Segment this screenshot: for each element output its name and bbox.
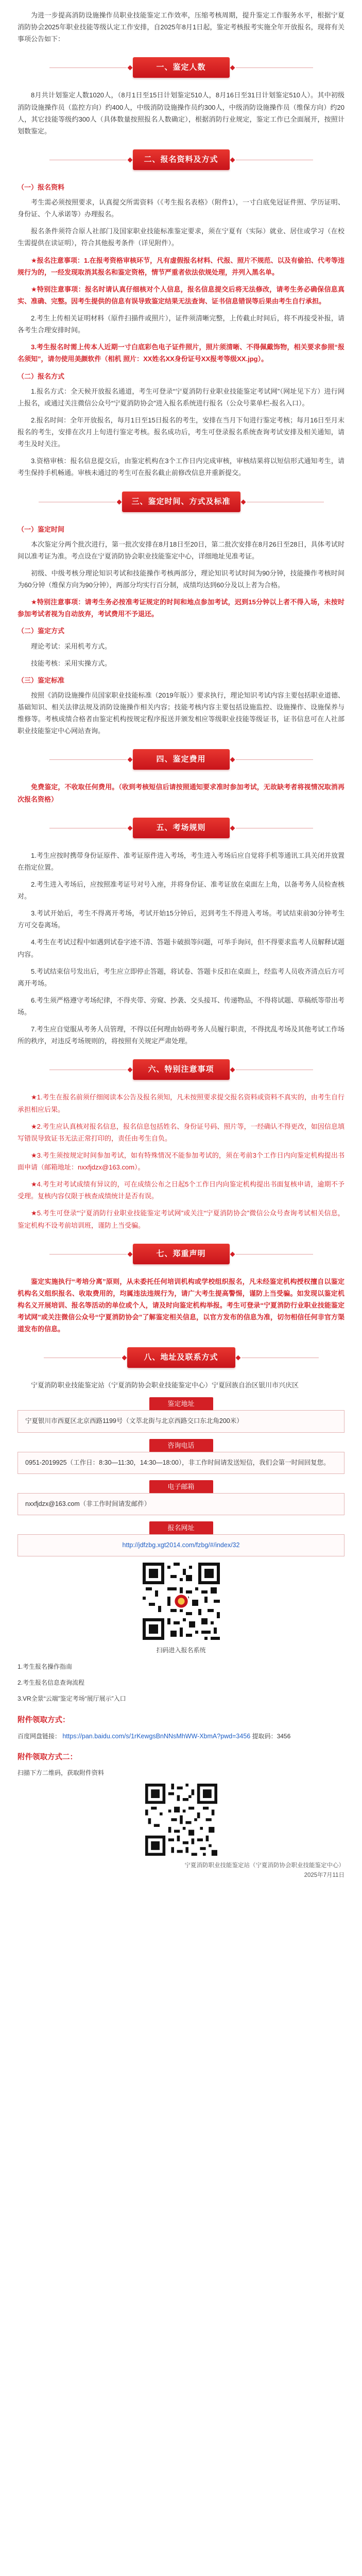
diamond-icon xyxy=(127,825,132,831)
section-banner-7 xyxy=(133,1244,230,1264)
footer-date: 2025年7月11日 xyxy=(304,1872,344,1878)
contact-label: 鉴定地址 xyxy=(149,1397,213,1411)
diamond-icon xyxy=(230,825,235,831)
section-title: 六、特别注意事项 xyxy=(148,1065,214,1074)
attachment-title-2: 附件领取方式二： xyxy=(18,1753,77,1761)
warning-paragraph: ★特别注意事项：请考生务必按准考证规定的时间和地点参加考试，迟到15分钟以上者不得入场，未按时参加考试者视为自动放弃，考试费用不予退还。 xyxy=(18,598,344,618)
notice-item: ★5.考生可登录“宁夏消防行业职业技能鉴定考试网”或关注“宁夏消防协会”微信公众号查询考试相关信息，鉴定机构不设考前培训班，谨防上当受骗。 xyxy=(18,1209,344,1229)
section-banner-8 xyxy=(127,1347,235,1368)
rule-item: 6.考生须严格遵守考场纪律，不得夹带、旁窥、抄袭、交头接耳、传递物品，不得将试题、草稿纸等带出考场。 xyxy=(18,996,344,1016)
contact-label: 咨询电话 xyxy=(149,1439,213,1452)
paragraph: 2.考生上传相关证明材料（原件扫描件或照片），证件须清晰完整，上传截止时间后，将不再接受补报，请各考生合理安排时间。 xyxy=(18,314,344,334)
attachment-link[interactable]: https://pan.baidu.com/s/1rKewgsBnNNsMhWW-XbmA?pwd=3456 xyxy=(62,1732,251,1740)
warning-paragraph: ★特别注意事项：报名时请认真仔细核对个人信息，报名信息提交后将无法修改，请考生务必确保信息真实、准确、完整。因考生提供的信息有误导致鉴定结果无法查询、证书信息错误等后果由考生自行承担。 xyxy=(18,285,344,305)
list-item[interactable]: 2.考生报名信息查询流程 xyxy=(18,1679,85,1687)
paragraph: 考生需必须按照要求，认真提交所需资料（《考生报名表格》（附件1），一寸白底免冠证件照、学历证明、身份证、个人承诺等）办理报名。 xyxy=(18,198,344,218)
fee-paragraph: 免费鉴定，不收取任何费用。（收到考核短信后请按照通知要求准时参加考试，无故缺考者将视情况取消再次报名资格） xyxy=(18,783,344,803)
paragraph: 初级、中级考核分理论知识考试和技能操作考核两部分，理论知识考试时间为90分钟，技能操作考核时间为60分钟（维保方向为90分钟），两部分均实行百分制，成绩均达到60分及以上者为合格。 xyxy=(18,569,344,589)
diamond-icon xyxy=(122,1355,127,1361)
diamond-icon xyxy=(127,1067,132,1073)
diamond-icon xyxy=(127,65,132,71)
section-title: 五、考场规则 xyxy=(156,823,206,832)
section-banner-3 xyxy=(122,492,240,512)
contact-box-email xyxy=(18,1480,344,1515)
attachment-qr-code xyxy=(145,1784,217,1856)
contact-box-phone xyxy=(18,1439,344,1474)
section-title: 二、报名资料及方式 xyxy=(144,155,218,164)
rule-item: 2.考生进入考场后，应按照准考证号对号入座，并将身份证、准考证放在桌面左上角，以备考务人员检查核对。 xyxy=(18,880,344,900)
notice-item: ★2.考生应认真核对报名信息，报名信息包括姓名、身份证号码、照片等，一经确认不得更改，如因信息填写错误导致证书无法正常打印的，责任由考生自负。 xyxy=(18,1122,344,1142)
section-title: 四、鉴定费用 xyxy=(156,755,206,764)
paragraph: 技能考核：采用实操方式。 xyxy=(31,659,112,667)
section-banner-6 xyxy=(133,1059,230,1080)
rule-item: 3.考试开始后，考生不得离开考场，考试开始15分钟后，迟到考生不得进入考场。考试结束前30分钟考生方可交卷离场。 xyxy=(18,909,344,929)
intro-paragraph: 为进一步提高消防设施操作员职业技能鉴定工作效率，压缩考核周期，提升鉴定工作服务水平，根据宁夏消防协会2025年职业技能等级认定工作安排，自2025年8月1日起，鉴定考核报考实施全年开放报名，现将有关事项公告如下： xyxy=(18,11,344,43)
paragraph: 2.报名时间：全年开放报名，每月1日至15日报名的考生，安排在当月下旬进行鉴定考核；每月16日至月末报名的考生，安排在次月上旬进行鉴定考核。报名成功后，考生可登录报名系统查询考试安排及相关通知，请考生及时关注。 xyxy=(18,416,344,448)
section-banner-1 xyxy=(133,57,230,78)
contact-label: 报名网址 xyxy=(149,1521,213,1535)
notice-item: ★3.考生须按规定时间参加考试，如有特殊情况不能参加考试的，须在考前3个工作日内向鉴定机构提出书面申请（邮箱地址：nxxfjdzx@163.com）。 xyxy=(18,1151,344,1171)
paragraph: 3.资格审核：报名信息提交后，由鉴定机构在3个工作日内完成审核，审核结果将以短信形式通知考生，请考生保持手机畅通。审核未通过的考生可在报名截止前修改信息并重新提交。 xyxy=(18,457,344,477)
footer xyxy=(18,1861,344,1880)
qr-code-icon xyxy=(143,1563,220,1640)
extract-code: 提取码：3456 xyxy=(252,1732,291,1740)
diamond-icon xyxy=(230,157,235,162)
paragraph: 报名条件须符合原人社部门及国家职业技能标准鉴定要求，须在宁夏有（实际）就业、居住或学习（在校生需提供在读证明），符合其他报考条件（详见附件）。 xyxy=(18,227,344,247)
attachment-desc xyxy=(18,1731,344,1742)
diamond-icon xyxy=(235,1355,240,1361)
rule-item: 4.考生在考试过程中如遇到试卷字迹不清、答题卡破损等问题，可举手询问，但不得要求监考人员解释试题内容。 xyxy=(18,938,344,958)
notes-list xyxy=(18,1662,344,1705)
contact-value: 宁夏银川市西夏区北京西路1199号（文萃北街与北京西路交口东北角200米） xyxy=(18,1410,344,1432)
diamond-icon xyxy=(240,499,246,504)
list-item[interactable]: 1.考生报名操作指南 xyxy=(18,1663,73,1670)
footer-org: 宁夏消防职业技能鉴定站（宁夏消防协会职业技能鉴定中心） xyxy=(184,1862,344,1869)
contact-value: 0951-2019925（工作日：8:30—11:30，14:30—18:00），非工作时间请发送短信，我们会第一时间回复您。 xyxy=(18,1452,344,1474)
subheading: （一）报名资料 xyxy=(18,183,65,191)
paragraph: 本次鉴定分两个批次进行，第一批次安排在8月18日至20日，第二批次安排在8月26日至28日，具体考试时间以准考证为准。考点设在宁夏消防协会职业技能鉴定中心，详细地址见准考证。 xyxy=(18,540,344,560)
paragraph: 1.报名方式：全天候开放报名通道，考生可登录“宁夏消防行业职业技能鉴定考试网”（网址见下方）进行网上报名，或通过关注微信公众号“宁夏消防协会”进入报名系统进行报名（公众号菜单栏-报名入口）。 xyxy=(18,387,344,407)
subheading: （三）鉴定标准 xyxy=(18,676,65,684)
rule-item: 5.考试结束信号发出后，考生应立即停止答题，将试卷、答题卡反扣在桌面上，经监考人员收齐清点后方可离开考场。 xyxy=(18,967,344,987)
diamond-icon xyxy=(230,757,235,762)
qr-caption: 扫码进入报名系统 xyxy=(156,1647,206,1654)
section-title: 七、郑重声明 xyxy=(156,1249,206,1258)
declaration-paragraph: 鉴定实施执行“考培分离”原则，从未委托任何培训机构或学校组织报名，凡未经鉴定机构授权擅自以鉴定机构名义组织报名、收取费用的，均属违法违规行为，请广大考生提高警惕，谨防上当受骗。如发现以鉴定机构名义开展培训、报名等活动的单位或个人，请及时向鉴定机构举报。考生可登录“宁夏消防行业职业技能鉴定考试网”或关注微信公众号“宁夏消防协会”了解鉴定相关信息，以官方发布的信息为准，切勿相信任何非官方渠道发布的信息。 xyxy=(18,1277,344,1333)
warning-paragraph: 3.考生报名时需上传本人近期一寸白底彩色电子证件照片，照片须清晰、不得佩戴饰物，相关要求参照“报名须知”，请勿使用美颜软件（相机 照片：XX姓名XX身份证号XX报考等级XX.jpg）。 xyxy=(18,343,344,363)
s1-text: 8月共计划鉴定人数1020人，（8月1日至15日计划鉴定510人，8月16日至31日计划鉴定510人）。其中初级消防设施操作员（监控方向）约400人，中级消防设施操作员约300人，中级消防设施操作员（维保方向）约20人，其它技能等级约300人（具体数量按照报名人数确定），根据消防行业规定，鉴定工作已全面展开，按照计划数鉴定。 xyxy=(18,91,344,135)
paragraph: 按照《消防设施操作员国家职业技能标准（2019年版）》要求执行，理论知识考试内容主要包括职业道德、基础知识、相关法律法规及消防设施操作相关内容；技能考核内容主要包括设施监控、设施操作、设施保养与维修等。考核成绩合格者由鉴定机构按规定程序报送并颁发相应等级职业技能等级证书，证书信息可在人社部职业技能鉴定中心网站查询。 xyxy=(18,691,344,735)
list-item[interactable]: 3.VR全景“云端”鉴定考场“展厅展示”入口 xyxy=(18,1695,126,1703)
notice-item: ★4.考生对考试成绩有异议的，可在成绩公布之日起5个工作日内向鉴定机构提出书面复核申请，逾期不予受理。复核内容仅限于核查成绩统计是否有误。 xyxy=(18,1180,344,1200)
contact-value: nxxfjdzx@163.com（非工作时间请发邮件） xyxy=(18,1493,344,1515)
diamond-icon xyxy=(127,1251,132,1257)
diamond-icon xyxy=(127,757,132,762)
subheading: （一）鉴定时间 xyxy=(18,525,65,533)
qr-code-icon xyxy=(145,1784,217,1856)
notice-item: ★1.考生在报名前须仔细阅读本公告及报名须知，凡未按照要求提交报名资料或资料不真实的，由考生自行承担相应后果。 xyxy=(18,1093,344,1113)
diamond-icon xyxy=(230,65,235,71)
contact-box-address xyxy=(18,1397,344,1432)
subheading: （二）报名方式 xyxy=(18,372,65,380)
diamond-icon xyxy=(116,499,122,504)
registration-qr-code xyxy=(143,1563,220,1640)
attachment-desc-2: 扫描下方二维码，获取附件资料 xyxy=(18,1769,105,1776)
rule-item: 7.考生应自觉服从考务人员管理，不得以任何理由妨碍考务人员履行职责，不得扰乱考场及其他考试工作场所的秩序，对违反考场规则的，将按照有关规定严肃处理。 xyxy=(18,1025,344,1045)
paragraph: 理论考试：采用机考方式。 xyxy=(31,642,112,650)
rule-item: 1.考生应按时携带身份证原件、准考证原件进入考场，考生进入考场后应自觉将手机等通讯工具关闭并放置在指定位置。 xyxy=(18,851,344,871)
diamond-icon xyxy=(127,157,132,162)
subheading: （二）鉴定方式 xyxy=(18,627,65,635)
section-banner-2 xyxy=(133,149,230,170)
section-banner-5 xyxy=(133,818,230,838)
registration-link[interactable]: http://jdfzbg.xgt2014.com/fzbg/#/index/32 xyxy=(122,1541,240,1549)
section-title: 一、鉴定人数 xyxy=(156,63,206,72)
attachment-label: 百度网盘链接： xyxy=(18,1732,61,1740)
diamond-icon xyxy=(230,1067,235,1073)
contact-box-website xyxy=(18,1521,344,1556)
diamond-icon xyxy=(230,1251,235,1257)
contact-label: 电子邮箱 xyxy=(149,1480,213,1494)
contact-value-wrap xyxy=(18,1534,344,1556)
warning-paragraph: ★报名注意事项：1.在报考资格审核环节，凡有虚假报名材料、代报、照片不规范、以及有偷拍、代考等违规行为的，一经发现取消其报名和鉴定资格，情节严重者依法依规处理，并列入黑名单。 xyxy=(18,256,344,276)
section-title: 八、地址及联系方式 xyxy=(144,1353,218,1362)
section-title: 三、鉴定时间、方式及标准 xyxy=(131,497,231,506)
section-banner-4 xyxy=(133,749,230,770)
org-address: 宁夏消防职业技能鉴定站（宁夏消防协会职业技能鉴定中心）宁夏回族自治区银川市兴庆区 xyxy=(31,1381,299,1389)
attachment-title-1: 附件领取方式： xyxy=(18,1716,70,1724)
